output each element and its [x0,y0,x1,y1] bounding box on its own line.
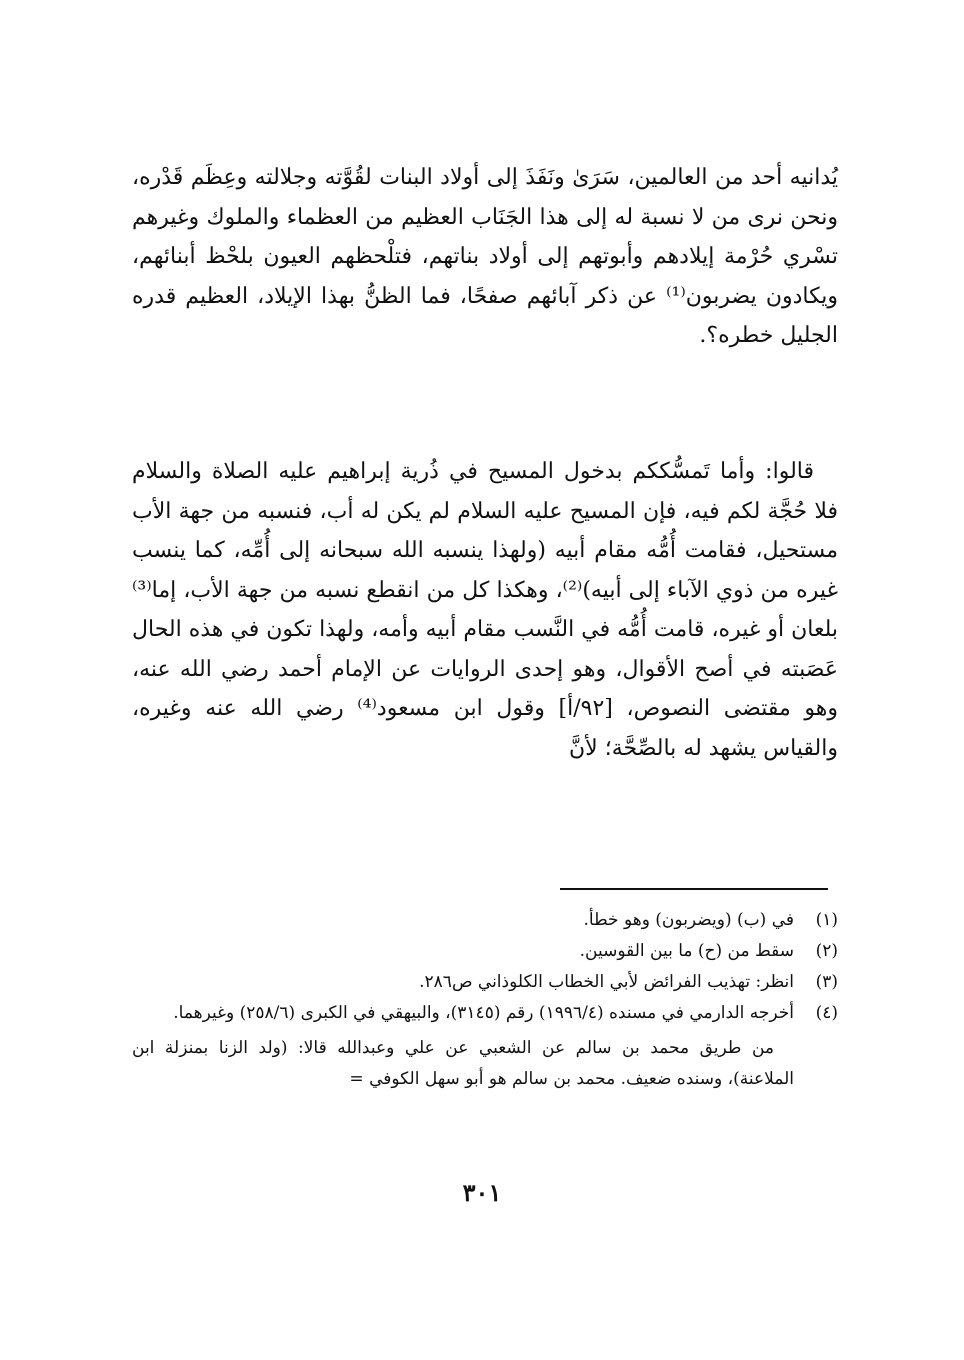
footnote-2-number: (٢) [815,941,838,961]
body-paragraph-1-container [132,158,838,356]
footnote-1-text: في (ب) (ويضربون) وهو خطأ. [583,910,794,930]
footnote-3 [132,967,838,998]
footnote-continuation: من طريق محمد بن سالم عن الشعبي عن علي وعبدالله قالا: (ولد الزنا بمنزلة ابن الملاعنة)، وسنده ضعيف. محمد بن سالم هو أبو سهل الكوفي = [132,1038,794,1089]
body-paragraph-2-container [132,452,838,768]
footnote-4-number: (٤) [815,1003,838,1023]
body-paragraph-1: يُدانيه أحد من العالمين، سَرَىٰ ونَفَذَ إلى أولاد البنات لقُوَّته وجلالته وعِظَم قَدْره، ونحن نرى من لا نسبة له إلى هذا الجَنَاب العظيم من العظماء والملوك وغيرهم تسْري حُرْمة إيلادهم وأبوتهم إلى أولاد بناتهم، فتلْحظهم العيون بلحْظ أبنائهم، ويكادون يضربون⁽¹⁾ عن ذكر آبائهم صفحًا، فما الظنُّ بهذا الإيلاد، العظيم قدره الجليل خطره؟. [132,165,838,348]
footnote-3-text: انظر: تهذيب الفرائض لأبي الخطاب الكلوذاني ص٢٨٦. [419,972,794,992]
footnote-4-text: أخرجه الدارمي في مسنده (١٩٩٦/٤) رقم (٣١٤٥)، والبيهقي في الكبرى (٢٥٨/٦) وغيرهما. [173,1003,794,1023]
footnote-2 [132,936,838,967]
body-paragraph-2: قالوا: وأما تَمسُّككم بدخول المسيح في ذُرية إبراهيم عليه الصلاة والسلام فلا حُجَّة لكم فيه، فإن المسيح عليه السلام لم يكن له أب، فنسبه من جهة الأب مستحيل، فقامت أُمُّه مقام أبيه (ولهذا ينسبه الله سبحانه إلى أُمِّه، كما ينسب غيره من ذوي الآباء إلى أبيه)⁽²⁾، وهكذا كل من انقطع نسبه من جهة الأب، إما⁽³⁾ بلعان أو غيره، قامت أُمُّه في النَّسب مقام أبيه وأمه، ولهذا تكون في هذه الحال عَصَبته في أصح الأقوال، وهو إحدى الروايات عن الإمام أحمد رضي الله عنه، وهو مقتضى النصوص، [٩٢/أ] وقول ابن مسعود⁽⁴⁾ رضي الله عنه وغيره، والقياس يشهد له بالصِّحَّة؛ لأنَّ [132,459,838,761]
footnote-1 [132,905,838,936]
page-number: ٣٠١ [462,1178,502,1207]
footnotes-section [132,905,838,1095]
footnote-separator [560,888,828,890]
footnote-2-text: سقط من (ح) ما بين القوسين. [579,941,794,961]
footnote-3-number: (٣) [815,972,838,992]
footnote-4 [132,998,838,1029]
footnote-1-number: (١) [815,910,838,930]
